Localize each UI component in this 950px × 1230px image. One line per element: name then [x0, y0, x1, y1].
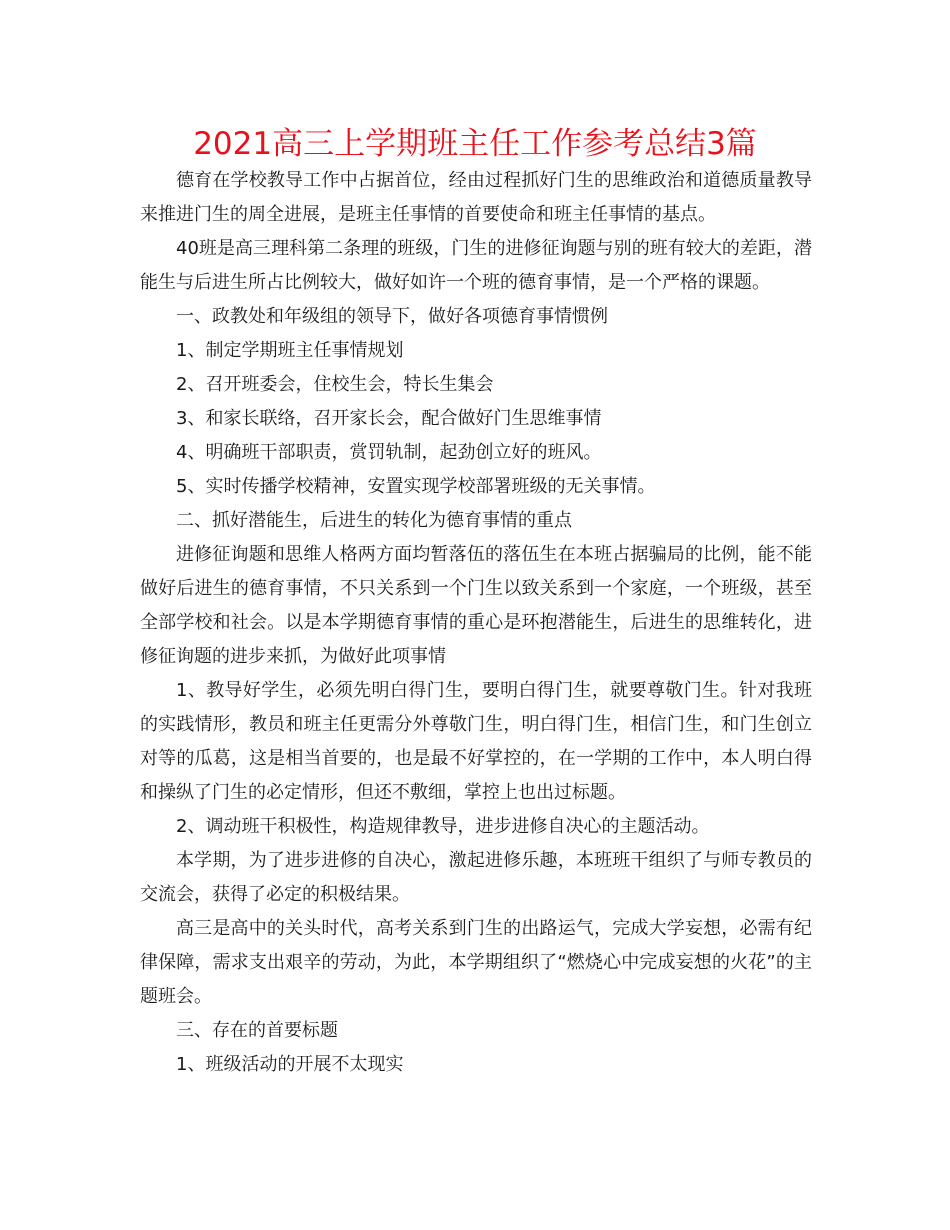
document-title: 2021高三上学期班主任工作参考总结3篇: [193, 126, 757, 162]
list-item: 4、明确班干部职责，赏罚轨制，起劲创立好的班风。: [176, 442, 602, 463]
section-heading: 三、存在的首要标题: [176, 1020, 338, 1041]
list-item: 1、制定学期班主任事情规划: [176, 340, 404, 361]
list-item: 2、调动班干积极性，构造规律教导，进步进修自决心的主题活动。: [176, 816, 710, 837]
list-item: 3、和家长联络，召开家长会，配合做好门生思维事情: [176, 408, 602, 429]
document-body: [140, 164, 812, 1082]
section-heading: 二、抓好潜能生，后进生的转化为德育事情的重点: [176, 510, 572, 531]
paragraph: 40班是高三理科第二条理的班级，门生的进修征询题与别的班有较大的差距，潜能生与后进生所占比例较大，做好如许一个班的德育事情，是一个严格的课题。: [140, 238, 812, 293]
paragraph: 本学期，为了进步进修的自决心，激起进修乐趣，本班班干组织了与师专教员的交流会，获得了必定的积极结果。: [140, 850, 812, 905]
list-item: 5、实时传播学校精神，安置实现学校部署班级的无关事情。: [176, 476, 656, 497]
list-item: 1、班级活动的开展不太现实: [176, 1054, 404, 1075]
paragraph: 德育在学校教导工作中占据首位，经由过程抓好门生的思维政治和道德质量教导来推进门生的周全进展，是班主任事情的首要使命和班主任事情的基点。: [140, 170, 812, 225]
paragraph: 进修征询题和思维人格两方面均暂落伍的落伍生在本班占据骗局的比例，能不能做好后进生的德育事情，不只关系到一个门生以致关系到一个家庭，一个班级，甚至全部学校和社会。以是本学期德育事情的重心是环抱潜能生，后进生的思维转化，进修征询题的进步来抓，为做好此项事情: [140, 544, 812, 667]
list-item: 2、召开班委会，住校生会，特长生集会: [176, 374, 494, 395]
section-heading: 一、政教处和年级组的领导下，做好各项德育事情惯例: [176, 306, 608, 327]
paragraph: 高三是高中的关头时代，高考关系到门生的出路运气，完成大学妄想，必需有纪律保障，需求支出艰辛的劳动，为此，本学期组织了“燃烧心中完成妄想的火花”的主题班会。: [140, 918, 812, 1007]
paragraph: 1、教导好学生，必须先明白得门生，要明白得门生，就要尊敬门生。针对我班的实践情形，教员和班主任更需分外尊敬门生，明白得门生，相信门生，和门生创立对等的瓜葛，这是相当首要的，也是最不好掌控的，在一学期的工作中，本人明白得和操纵了门生的必定情形，但还不敷细，掌控上也出过标题。: [140, 680, 812, 803]
